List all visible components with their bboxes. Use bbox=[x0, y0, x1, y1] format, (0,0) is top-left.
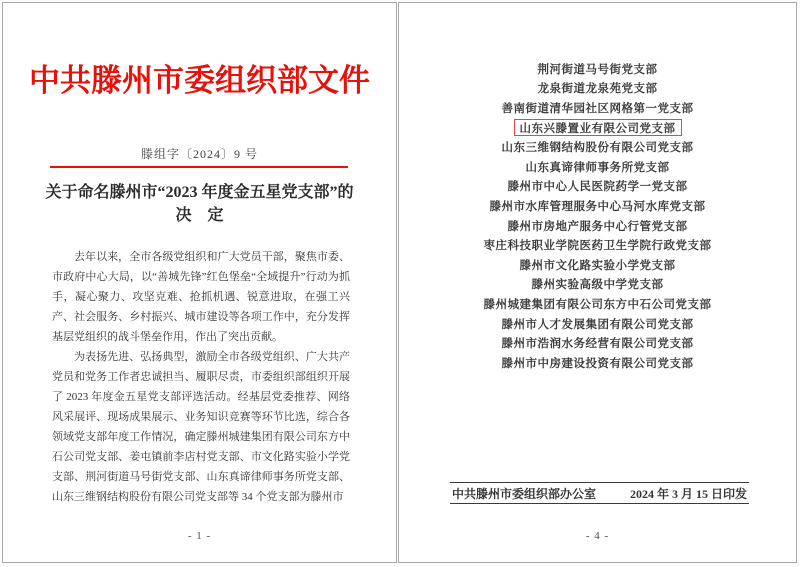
list-item bbox=[399, 314, 796, 334]
list-item bbox=[399, 98, 796, 118]
document-number: 滕组字〔2024〕9 号 bbox=[140, 147, 258, 161]
list-item bbox=[399, 235, 796, 255]
list-item bbox=[399, 137, 796, 157]
document-header-title: 中共滕州市委组织部文件 bbox=[29, 63, 370, 98]
branch-name: 滕州城建集团有限公司东方中石公司党支部 bbox=[483, 298, 712, 311]
branch-name: 滕州市中心人民医院药学一党支部 bbox=[507, 181, 688, 194]
branch-name: 山东真谛律师事务所党支部 bbox=[525, 161, 670, 174]
branch-name: 滕州市中房建设投资有限公司党支部 bbox=[501, 357, 694, 370]
document-title bbox=[3, 181, 396, 227]
branch-name: 龙泉街道龙泉苑党支部 bbox=[537, 83, 658, 96]
branch-name: 山东兴滕置业有限公司党支部 bbox=[514, 119, 682, 136]
branch-name: 枣庄科技职业学院医药卫生学院行政党支部 bbox=[483, 240, 712, 253]
branch-name: 善南街道清华园社区网格第一党支部 bbox=[501, 102, 694, 115]
list-item bbox=[399, 333, 796, 353]
list-item bbox=[399, 275, 796, 295]
header-divider bbox=[50, 166, 348, 168]
body-paragraph: 为表扬先进、弘扬典型，激励全市各级党组织、广大共产党员和党务工作者忠诚担当、履职尽责，市委组织部组织开展了 2023 年度金五星党支部评选活动。经基层党委推荐、网络风采展评、现场成果展示、业务知识竞赛等环节比选，综合各领域党支部年度工作情况，确定滕州城建集团有限公司东方中石公司党支部、姜屯镇前李店村党支部、市文化路实验小学党支部、荆河街道马号街党支部、山东真谛律师事务所党支部、山东三维钢结构股份有限公司党支部等 34 个党支部为滕州市 bbox=[52, 351, 350, 503]
list-item bbox=[399, 255, 796, 275]
branch-name: 山东三维钢结构股份有限公司党支部 bbox=[501, 142, 694, 155]
list-item bbox=[399, 353, 796, 373]
list-item bbox=[399, 196, 796, 216]
page-4 bbox=[398, 2, 797, 563]
list-item bbox=[399, 79, 796, 99]
issuing-office: 中共滕州市委组织部办公室 bbox=[452, 486, 597, 501]
document-body bbox=[52, 247, 350, 507]
colophon bbox=[450, 482, 749, 504]
list-item bbox=[399, 59, 796, 79]
document-title-line2: 决 定 bbox=[175, 207, 224, 224]
print-date: 2024 年 3 月 15 日印发 bbox=[629, 486, 747, 501]
branch-name: 滕州市文化路实验小学党支部 bbox=[519, 259, 676, 272]
branch-name: 滕州市房地产服务中心行管党支部 bbox=[507, 220, 688, 233]
list-item bbox=[399, 118, 796, 138]
branch-name: 滕州市浩润水务经营有限公司党支部 bbox=[501, 338, 694, 351]
branch-name: 滕州市水库管理服务中心马河水库党支部 bbox=[489, 200, 706, 213]
branch-list bbox=[399, 59, 796, 373]
body-paragraph: 去年以来，全市各级党组织和广大党员干部，聚焦市委、市政府中心大局，以“善城先锋”红色堡垒“全域提升”行动为抓手，凝心聚力、攻坚克难、抢抓机遇、锐意进取，在强工兴产、社会服务、乡村振兴、城市建设等各项工作中，充分发挥基层党组织的战斗堡垒作用，作出了突出贡献。 bbox=[52, 251, 350, 343]
document-title-line1: 关于命名滕州市“2023 年度金五星党支部”的 bbox=[45, 184, 354, 201]
list-item bbox=[399, 294, 796, 314]
page-number-right: - 4 - bbox=[585, 530, 610, 542]
branch-name: 荆河街道马号街党支部 bbox=[537, 63, 658, 76]
branch-name: 滕州市人才发展集团有限公司党支部 bbox=[501, 318, 694, 331]
page-number-left: - 1 - bbox=[187, 530, 212, 542]
list-item bbox=[399, 216, 796, 236]
page-1 bbox=[2, 2, 397, 563]
branch-name: 滕州实验高级中学党支部 bbox=[531, 279, 664, 292]
list-item bbox=[399, 177, 796, 197]
list-item bbox=[399, 157, 796, 177]
